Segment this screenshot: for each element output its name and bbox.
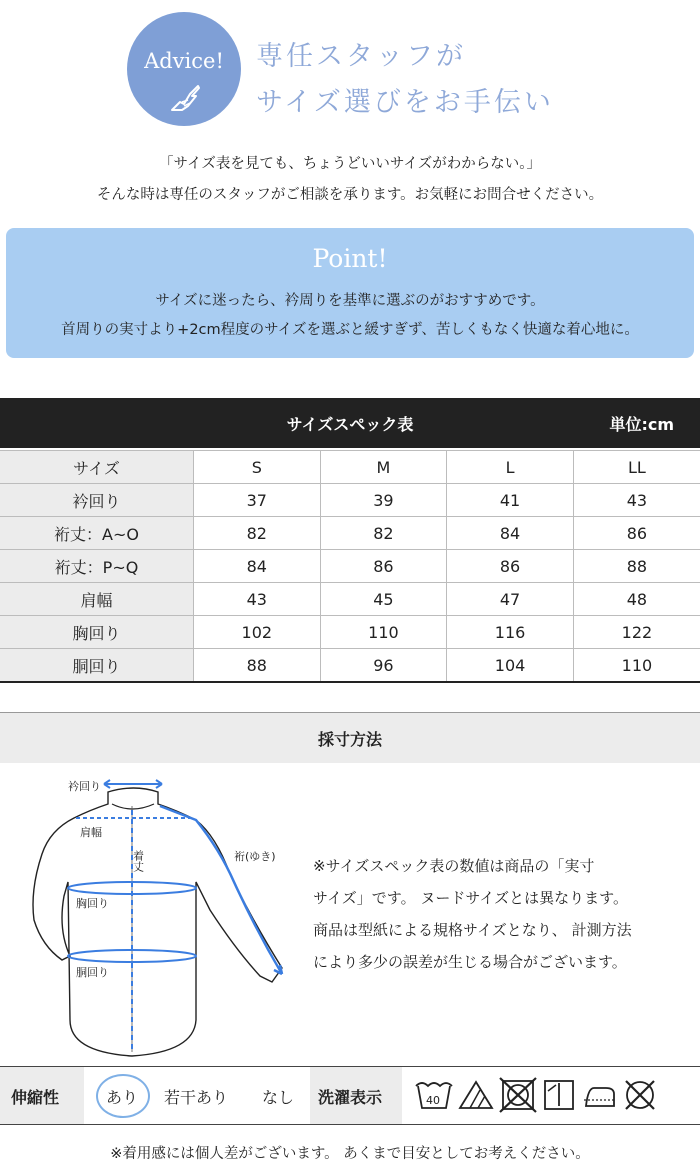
header-cell: S — [194, 451, 321, 484]
table-cell: 96 — [320, 649, 447, 683]
table-header-row — [0, 451, 700, 484]
label-length: 着丈 — [131, 850, 145, 872]
care-label: 洗濯表示 — [318, 1088, 383, 1107]
row-label: 裄丈：P~Q — [0, 550, 194, 583]
stretch-option-none: なし — [262, 1088, 295, 1107]
note-line-2: サイズ」です。 ヌードサイズとは異なります。 — [313, 889, 628, 907]
shirt-measurement-diagram — [20, 770, 310, 1062]
table-cell: 86 — [447, 550, 574, 583]
table-row — [0, 550, 700, 583]
table-cell: 122 — [573, 616, 700, 649]
method-title: 採寸方法 — [317, 730, 382, 749]
table-cell: 116 — [447, 616, 574, 649]
table-cell: 48 — [573, 583, 700, 616]
table-cell: 37 — [194, 484, 321, 517]
table-cell: 86 — [573, 517, 700, 550]
advice-badge-text: Advice! — [144, 49, 224, 73]
wash-temp: 40 — [426, 1094, 440, 1107]
row-label: 胸回り — [0, 616, 194, 649]
table-cell: 104 — [447, 649, 574, 683]
note-line-1: ※サイズスペック表の数値は商品の「実寸 — [313, 857, 595, 875]
iron-low-icon — [584, 1088, 614, 1106]
stretch-option-yes: あり — [106, 1088, 139, 1107]
table-row — [0, 616, 700, 649]
table-cell: 82 — [194, 517, 321, 550]
spec-title: サイズスペック表 — [286, 415, 414, 434]
table-row — [0, 517, 700, 550]
row-label: 肩幅 — [0, 583, 194, 616]
no-dry-clean-icon — [626, 1081, 654, 1109]
table-cell: 82 — [320, 517, 447, 550]
table-cell: 110 — [320, 616, 447, 649]
table-cell: 88 — [194, 649, 321, 683]
table-cell: 110 — [573, 649, 700, 683]
footnote: ※着用感には個人差がございます。 あくまで目安としてお考えください。 — [110, 1146, 590, 1162]
table-row — [0, 484, 700, 517]
table-cell: 88 — [573, 550, 700, 583]
wash-40-icon — [416, 1083, 452, 1108]
note-line-3: 商品は型紙による規格サイズとなり、 計測方法 — [313, 921, 632, 939]
table-row — [0, 649, 700, 683]
row-label: 衿回り — [0, 484, 194, 517]
row-label: 胴回り — [0, 649, 194, 683]
header-cell: L — [447, 451, 574, 484]
point-line-1: サイズに迷ったら、衿周りを基準に選ぶのがおすすめです。 — [155, 293, 545, 309]
table-cell: 102 — [194, 616, 321, 649]
size-spec-table — [0, 450, 700, 683]
table-cell: 41 — [447, 484, 574, 517]
label-shoulder: 肩幅 — [80, 826, 102, 839]
table-cell: 43 — [194, 583, 321, 616]
care-symbols — [414, 1076, 666, 1116]
header-cell: M — [320, 451, 447, 484]
point-title: Point! — [312, 244, 388, 273]
stretch-label: 伸縮性 — [11, 1088, 60, 1107]
no-tumble-dry-icon — [500, 1078, 536, 1112]
table-cell: 45 — [320, 583, 447, 616]
point-line-2: 首周りの実寸より+2cm程度のサイズを選ぶと緩すぎず、苦しくもなく快適な着心地に。 — [61, 322, 639, 338]
header-cell: LL — [573, 451, 700, 484]
line-dry-icon — [545, 1081, 573, 1109]
intro-line-2: そんな時は専任のスタッフがご相談を承ります。お気軽にお問合せください。 — [96, 187, 604, 203]
headline-line-2: サイズ選びをお手伝い — [256, 87, 554, 118]
table-cell: 86 — [320, 550, 447, 583]
bleach-triangle-icon — [460, 1082, 492, 1108]
table-cell: 84 — [447, 517, 574, 550]
table-cell: 43 — [573, 484, 700, 517]
shirt-outline — [33, 788, 282, 1056]
label-chest: 胸回り — [76, 897, 109, 910]
label-waist: 胴回り — [76, 966, 109, 979]
divider — [0, 1124, 700, 1125]
intro-line-1: 「サイズ表を見ても、ちょうどいいサイズがわからない。」 — [159, 156, 541, 172]
table-cell: 47 — [447, 583, 574, 616]
table-row — [0, 583, 700, 616]
pointing-hand-icon — [168, 80, 204, 116]
label-collar: 衿回り — [68, 780, 101, 793]
note-line-4: により多少の誤差が生じる場合がございます。 — [313, 953, 627, 971]
table-cell: 39 — [320, 484, 447, 517]
label-sleeve: 裄(ゆき) — [234, 850, 276, 863]
spec-unit: 単位:cm — [609, 415, 674, 434]
row-label: 裄丈：A~O — [0, 517, 194, 550]
headline-line-1: 専任スタッフが — [256, 41, 466, 72]
stretch-option-slight: 若干あり — [164, 1088, 229, 1107]
header-cell: サイズ — [0, 451, 194, 484]
table-cell: 84 — [194, 550, 321, 583]
